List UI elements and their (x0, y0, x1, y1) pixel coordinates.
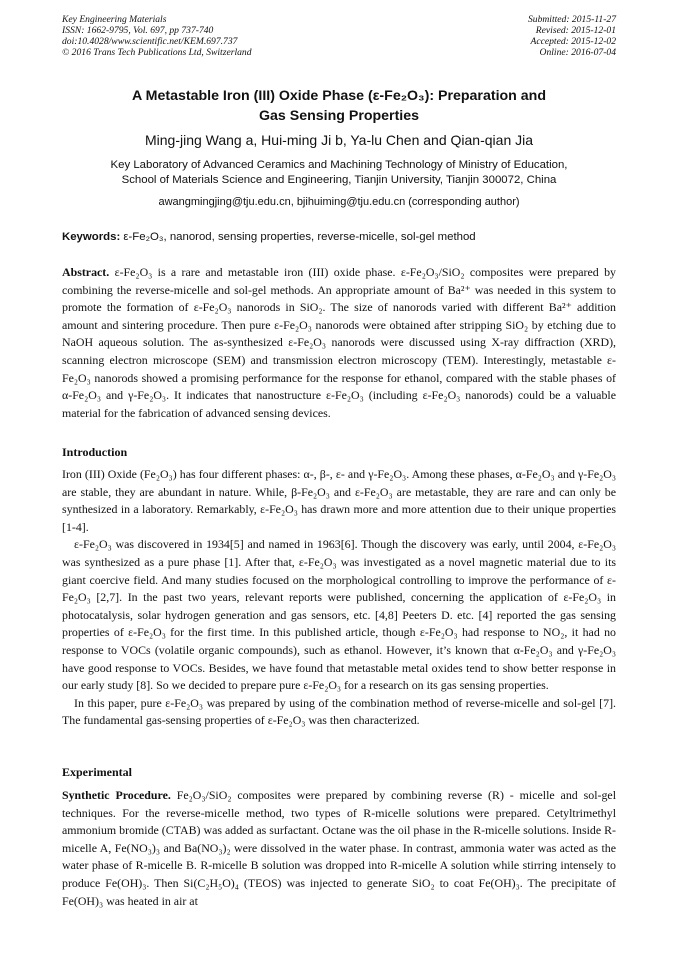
abstract (62, 264, 616, 422)
synthetic-procedure (62, 787, 616, 910)
journal-name: Key Engineering Materials (62, 14, 167, 25)
keywords (62, 231, 616, 243)
title-line-2: Gas Sensing Properties (258, 108, 420, 124)
synthetic-procedure-text: Fe₂O₃/SiO₂ composites were prepared by combining reverse (R) - micelle and sol-gel techniques. For the reverse-micelle method, two types of R-micelle solutions were prepared. Cetyltrimethyl ammonium bromide (CTAB) was added as surfactant. Octane was the oil phase in the R-micelle solutions. Inside R-micelle A, Fe(NO₃)₃ and Ba(NO₃)₂ were dissolved in the water phase. In contrast, ammonia water was acted as the water phase of R-micelle B. R-micelle B solution was dropped into R-micelle A solution while stirring intensely to produce Fe(OH)₃. Then Si(C₂H₅O)₄ (TEOS) was injected to generate SiO₂ to coat Fe(OH)₃. The precipitate of Fe(OH)₃ was heated in air at (62, 788, 616, 908)
submitted-date: Submitted: 2015-11-27 (527, 14, 616, 25)
introduction-heading: Introduction (62, 445, 128, 459)
paper-title (62, 86, 616, 126)
intro-paragraph-1: Iron (III) Oxide (Fe₂O₃) has four different phases: α-, β-, ε- and γ-Fe₂O₃. Among these phases, α-Fe₂O₃ and γ-Fe₂O₃ are stable, they are abundant in nature. While, β-Fe₂O₃ and ε-Fe₂O₃ are metastable, they are rare and can only be synthesized in a laboratory. Remarkably, ε-Fe₂O₃ has drawn more and more attention due to their unique properties [1-4]. (62, 467, 616, 534)
doi-line: doi:10.4028/www.scientific.net/KEM.697.737 (62, 36, 238, 47)
author-emails: awangmingjing@tju.edu.cn, bjihuiming@tju.edu.cn (corresponding author) (158, 196, 520, 208)
introduction-body (62, 466, 616, 730)
synthetic-procedure-label: Synthetic Procedure. (62, 788, 171, 802)
experimental-heading: Experimental (62, 765, 132, 779)
authors: Ming-jing Wang a, Hui-ming Ji b, Ya-lu Chen and Qian-qian Jia (144, 132, 534, 148)
issn-line: ISSN: 1662-9795, Vol. 697, pp 737-740 (62, 25, 214, 36)
online-date: Online: 2016-07-04 (539, 47, 616, 58)
journal-info (62, 14, 252, 58)
copyright-line: © 2016 Trans Tech Publications Ltd, Switzerland (62, 47, 252, 58)
affiliation (62, 158, 616, 188)
intro-paragraph-3: In this paper, pure ε-Fe₂O₃ was prepared by using of the combination method of reverse-micelle and sol-gel [7]. The fundamental gas-sensing properties of ε-Fe₂O₃ was then characterized. (62, 695, 616, 728)
dates-info (528, 14, 616, 58)
keywords-list: ε-Fe₂O₃, nanorod, sensing properties, reverse-micelle, sol-gel method (123, 231, 476, 243)
abstract-text: ε-Fe₂O₃ is a rare and metastable iron (III) oxide phase. ε-Fe₂O₃/SiO₂ composites were prepared by combining the reverse-micelle and sol-gel methods. An appropriate amount of Ba²⁺ was needed in this system to promote the formation of ε-Fe₂O₃ nanorods in SiO₂. The size of nanorods varied with different Ba²⁺ addition amount and sintering procedure. Then pure ε-Fe₂O₃ nanorods were obtained after stripping SiO₂ by etching due to NaOH aqueous solution. The as-synthesized ε-Fe₂O₃ nanorods were discussed using X-ray diffraction (XRD), scanning electron microscope (SEM) and transmission electron microscopy (TEM). Interestingly, metastable ε-Fe₂O₃ nanorods showed a promising performance for the response for ethanol, compared with the stable phases of α-Fe₂O₃ and γ-Fe₂O₃. It indicates that nanostructure ε-Fe₂O₃ (including ε-Fe₂O₃ nanorods) could be a valuable material for the fabrication of advanced sensing devices. (62, 265, 616, 420)
revised-date: Revised: 2015-12-01 (535, 25, 616, 36)
keywords-label: Keywords: (62, 231, 121, 243)
accepted-date: Accepted: 2015-12-02 (530, 36, 616, 47)
abstract-label: Abstract. (62, 265, 110, 279)
intro-paragraph-2: ε-Fe₂O₃ was discovered in 1934[5] and named in 1963[6]. Though the discovery was early, until 2004, ε-Fe₂O₃ was synthesized as a pure phase [1]. After that, ε-Fe₂O₃ was investigated as a novel magnetic material due to its giant coercive field. And many studies focused on the morphological controlling to improve the performance of ε-Fe₂O₃ [2,7]. In the past two years, relevant reports were published, concerning the application of ε-Fe₂O₃ in photocatalysis, solar hydrogen generation and gas sensors, etc. [4,8] Peeters D. etc. [4] reported the gas sensing properties of ε-Fe₂O₃ for the first time. In this published article, though ε-Fe₂O₃ had response to NO₂, it had no response to VOCs (volatile organic compounds), such as ethanol. However, it’s known that α-Fe₂O₃ and γ-Fe₂O₃ have good response to VOCs. Besides, we have found that metastable metal oxides tend to show better response in our early study [8]. So we decided to prepare pure ε-Fe₂O₃ for a research on its gas sensing properties. (62, 537, 616, 693)
affiliation-line-2: School of Materials Science and Engineering, Tianjin University, Tianjin 300072, China (121, 174, 557, 186)
affiliation-line-1: Key Laboratory of Advanced Ceramics and Machining Technology of Ministry of Education, (110, 159, 568, 171)
title-line-1: A Metastable Iron (III) Oxide Phase (ε-Fe₂O₃): Preparation and (131, 88, 547, 104)
